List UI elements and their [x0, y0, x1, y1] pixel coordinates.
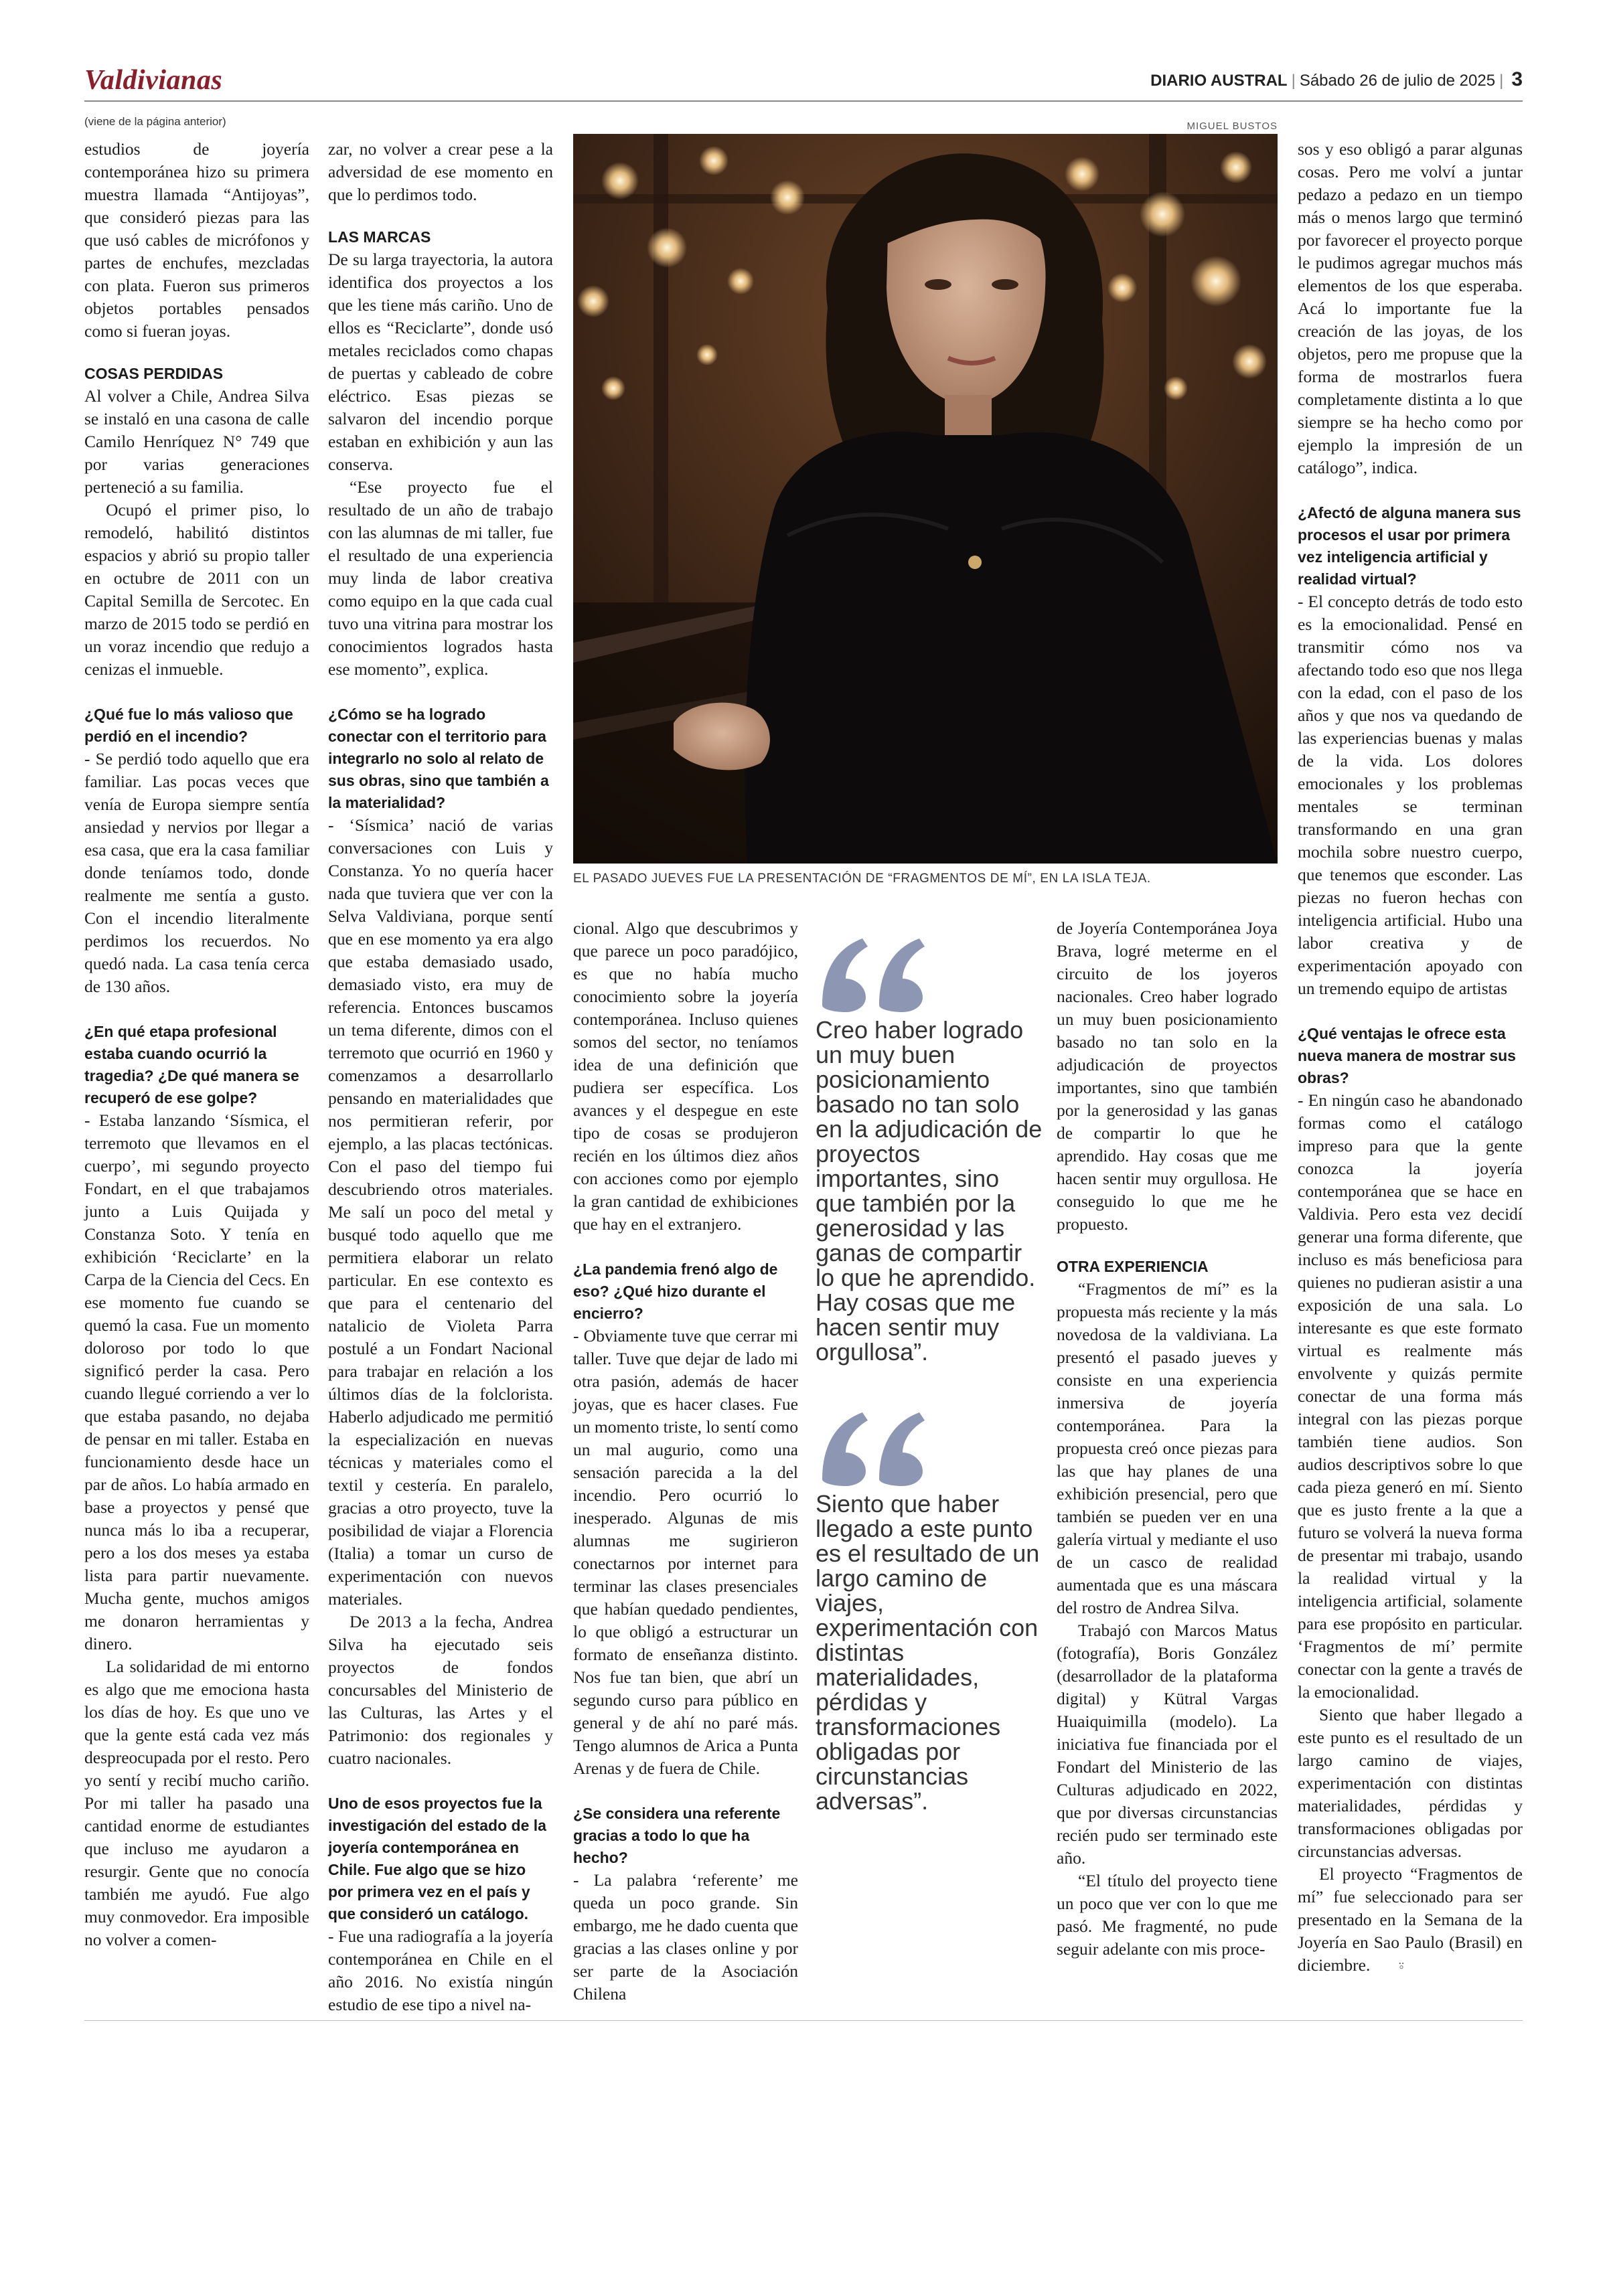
- paragraph: Trabajó con Marcos Matus (fotografía), Boris González (desarrollador de la plataforma digital) y Kütral Vargas Huaiquimilla (modelo). La iniciativa fue financiada por el Fondart del Ministerio de las Culturas adjudicado en 2022, que por diversas circunstancias recién pudo ser terminado este año.: [1057, 1621, 1278, 1868]
- interview-answer: - En ningún caso he abandonado formas como el catálogo impreso para que la gente conozca la joyería contemporánea que se hace en Valdivia. Pero esta vez decidí generar una forma diferente, que incluso es más beneficiosa para quienes no pudieran asistir a una exposición de una sala. Lo interesante es que este formato virtual es realmente más envolvente y quizás permite conectar de una forma más integral con las piezas porque también tiene audios. Son audios descriptivos sobre lo que cada pieza generó en mí. Siento que es justo frente a la que a futuro se volverá la nueva forma de presentar mi trabajo, usando la realidad virtual y la inteligencia artificial, solamente para ese propósito en particular. ‘Fragmentos de mí’ permite conectar con la gente a través de la emocionalidad.: [1298, 1090, 1523, 1702]
- article-column-2: [328, 138, 553, 2016]
- page-number: 3: [1511, 68, 1523, 90]
- interview-answer: - Se perdió todo aquello que era familiar. Las pocas veces que venía de Europa siempre sentía ansiedad y nervios por llegar a esa casa, que era la casa familiar donde teníamos todo, donde realmente me sentía a gusto. Con el incendio literalmente perdimos los recuerdos. No quedó nada. La casa tenía cerca de 130 años.: [84, 749, 309, 996]
- publication-name: DIARIO AUSTRAL: [1150, 72, 1288, 90]
- publication-date: Sábado 26 de julio de 2025: [1299, 72, 1496, 90]
- interview-question: ¿La pandemia frenó algo de eso? ¿Qué hizo durante el encierro?: [573, 1260, 778, 1322]
- paragraph: De 2013 a la fecha, Andrea Silva ha ejecutado seis proyectos de fondos concursables del Ministerio de las Culturas, las Artes y el Patrimonio: dos regionales y cuatro nacionales.: [328, 1612, 553, 1768]
- paragraph: sos y eso obligó a parar algunas cosas. Pero me volví a juntar pedazo a pedazo en un tiempo más o menos largo que terminó por favorecer el proyecto porque le pudimos agregar muchos más elementos de los que esperaba. Acá lo importante fue la creación de las joyas, de los objetos, pero me propuse que la forma de mostrarlos fuera completamente distinta a lo que siempre se ha hecho como por ejemplo la impresión de un catálogo”, indica.: [1298, 139, 1523, 477]
- article-column-3: [573, 917, 798, 2005]
- paragraph: de Joyería Contemporánea Joya Brava, logré meterme en el circuito de los joyeros nacionales. Creo haber logrado un muy buen posicionamiento basado no tan solo en la adjudicación de proyectos importantes, sino que también por la generosidad y las ganas de compartir lo que he aprendido. Hay cosas que me hacen sentir muy orgullosa. He conseguido lo que me he propuesto.: [1057, 918, 1278, 1234]
- photo-credit: MIGUEL BUSTOS: [1187, 120, 1278, 132]
- interview-question: ¿En qué etapa profesional estaba cuando ocurrió la tragedia? ¿De qué manera se recuperó de ese golpe?: [84, 1023, 299, 1106]
- interview-answer: - Obviamente tuve que cerrar mi taller. Tuve que dejar de lado mi otra pasión, además de hacer joyas, que es hacer clases. Fue un momento triste, lo sentí como un mal augurio, como una sensación parecida a la del incendio. Pero ocurrió lo inesperado. Algunas de mis alumnas me sugirieron conectarnos por internet para terminar las clases presenciales que habían quedado pendientes, lo que obligó a estructurar un formato de enseñanza distinto. Nos fue tan bien, que abrí un segundo curso para público en general y de ahí no paré más. Tengo alumnos de Arica a Punta Arenas y de fuera de Chile.: [573, 1326, 798, 1778]
- article-column-1: [84, 138, 309, 1951]
- interview-answer: - Estaba lanzando ‘Sísmica, el terremoto que llevamos en el cuerpo’, mi segundo proyecto Fondart, en el que trabajamos junto a Luis Quijada y Constanza Soto. Y tenía en exhibición ‘Reciclarte’ en la Carpa de la Ciencia del Cecs. En ese momento fue cuando se quemó la casa. Fue un momento doloroso por todo lo que significó perder la casa. Pero cuando llegué corriendo a ver lo que estaba pasando, no dejaba de pensar en mi taller. Estaba en funcionamiento desde hace un par de años. Lo había armado en base a proyectos y pensé que nunca más lo iba a recuperar, pero a los dos meses ya estaba lista para partir nuevamente. Mucha gente, muchos amigos me donaron herramientas y dinero.: [84, 1111, 309, 1653]
- interview-question: ¿Afectó de alguna manera sus procesos el usar por primera vez inteligencia artificial y realidad virtual?: [1298, 504, 1521, 588]
- page-folio: DIARIO AUSTRAL | Sábado 26 de julio de 2025 | 3: [1150, 68, 1523, 90]
- interview-question: ¿Qué ventajas le ofrece esta nueva manera de mostrar sus obras?: [1298, 1025, 1516, 1086]
- closing-paragraph-text: El proyecto “Fragmentos de mí” fue seleccionado para ser presentado en la Semana de la Joyería en Sao Paulo (Brasil) en diciembre.: [1298, 1864, 1523, 1975]
- quote-mark-icon: [816, 1406, 929, 1486]
- section-title: Valdivianas: [84, 65, 223, 96]
- pull-quote-1: Creo haber logrado un muy buen posicionamiento basado no tan solo en la adjudicación de proyectos importantes, sino que también por la generosidad y las ganas de compartir lo que he aprendido. Hay cosas que me hacen sentir muy orgullosa”.: [816, 1016, 1043, 1366]
- paragraph: “Ese proyecto fue el resultado de un año de trabajo con las alumnas de mi taller, fue el resultado de una experiencia muy linda de labor creativa como equipo en la que cada cual tuvo una vitrina para mostrar los conocimientos logrados hasta ese momento”, explica.: [328, 477, 553, 679]
- interview-answer: - La palabra ‘referente’ me queda un poco grande. Sin embargo, me he dado cuenta que gracias a las clases online y por ser parte de la Asociación Chilena: [573, 1870, 798, 2003]
- subheading-otra-experiencia: OTRA EXPERIENCIA: [1057, 1258, 1209, 1275]
- paragraph: cional. Algo que descubrimos y que parece un poco paradójico, es que no había mucho conocimiento sobre la joyería contemporánea. Incluso quienes somos del sector, no teníamos idea de una definición que pudiera ser específica. Los avances y el despegue en este tipo de cosas se produjeron recién en los últimos diez años con acciones como por ejemplo la gran cantidad de exhibiciones que hay en el extranjero.: [573, 918, 798, 1234]
- interview-answer: - ‘Sísmica’ nació de varias conversaciones con Luis y Constanza. Yo no quería hacer nada que tuviera que ver con la Selva Valdiviana, porque sentí que en ese momento ya era algo que estaba demasiado usado, demasiado visto, era muy de referencia. Entonces buscamos un tema diferente, dimos con el terremoto que ocurrió en 1960 y comenzamos a desarrollarlo pensando en materialidades que nos permitieran referir, por ejemplo, a las placas tectónicas. Con el paso del tiempo fui descubriendo otros materiales. Me salí un poco del metal y busqué todo aquello que me permitiera elaborar un relato particular. En ese contexto es que para el centenario del natalicio de Violeta Parra postulé a un Fondart Nacional para trabajar en relación a los últimos días de la folclorista. Haberlo adjudicado me permitió la especialización en nuevas técnicas y materiales como el textil y cestería. En paralelo, gracias a otro proyecto, tuve la posibilidad de viajar a Florencia (Italia) a tomar un curso de experimentación con nuevos materiales.: [328, 815, 553, 1609]
- paragraph: De su larga trayectoria, la autora identifica dos proyectos a los que les tiene más cariño. Uno de ellos es “Reciclarte”, donde usó metales reciclados como chapas de puertas y cableado de cobre eléctrico. Esas piezas se salvaron del incendio porque estaban en exhibición y aun las conserva.: [328, 250, 553, 474]
- paragraph: “Fragmentos de mí” es la propuesta más reciente y la más novedosa de la valdiviana. La presentó el pasado jueves y consiste en una experiencia inmersiva de joyería contemporánea. Para la propuesta creó once piezas para las que hay planes de una exhibición presencial, pero que también se pueden ver en una galería virtual y mediante el uso de un casco de realidad aumentada que es una máscara del rostro de Andrea Silva.: [1057, 1279, 1278, 1617]
- photo-caption: EL PASADO JUEVES FUE LA PRESENTACIÓN DE “FRAGMENTOS DE MÍ”, EN LA ISLA TEJA.: [573, 872, 1151, 886]
- paragraph: “El título del proyecto tiene un poco que ver con lo que me pasó. Me fragmenté, no pude seguir adelante con mis proce-: [1057, 1871, 1278, 1959]
- interview-question: ¿Se considera una referente gracias a todo lo que ha hecho?: [573, 1805, 781, 1866]
- footer-rule: [84, 2020, 1523, 2021]
- quote-mark-icon: [816, 932, 929, 1012]
- paragraph: La solidaridad de mi entorno es algo que me emociona hasta los días de hoy. Es que uno ve que la gente está cada vez más despreocupada por el resto. Pero yo sentí y recibí mucho cariño. Por mi taller ha pasado una cantidad enorme de estudiantes que incluso me ayudaron a resurgir. Gente que no conocía también me ayudó. Fue algo muy conmovedor. Era imposible no volver a comen-: [84, 1657, 309, 1949]
- interview-answer: - El concepto detrás de todo esto es la emocionalidad. Pensé en transmitir cómo nos va afectando todo eso que nos llega con la edad, con el paso de los años y que nos va quedando de las experiencias buenas y malas de la vida. Los dolores emocionales y los problemas mentales se terminan transformando en una gran mochila sobre nuestro cuerpo, que tenemos que esconder. Las piezas no fueron hechas con inteligencia artificial. Hubo una labor creativa y de experimentación apoyado con un tremendo equipo de artistas: [1298, 592, 1523, 998]
- article-column-5: [1298, 138, 1523, 1978]
- portrait-photo: [573, 134, 1278, 864]
- article-column-4: [1057, 917, 1278, 1961]
- continued-note: (viene de la página anterior): [84, 115, 226, 128]
- interview-question: Uno de esos proyectos fue la investigación del estado de la joyería contemporánea en Chile. Fue algo que se hizo por primera vez en el país y que consideró un catálogo.: [328, 1795, 546, 1922]
- subheading-las-marcas: LAS MARCAS: [328, 228, 431, 246]
- interview-answer: - Fue una radiografía a la joyería contemporánea en Chile en el año 2016. No existía ningún estudio de ese tipo a nivel na-: [328, 1926, 553, 2014]
- paragraph: Ocupó el primer piso, lo remodeló, habilitó distintos espacios y abrió su propio taller en octubre de 2011 con un Capital Semilla de Sercotec. En marzo de 2015 todo se perdió en un voraz incendio que redujo a cenizas el inmueble.: [84, 500, 309, 679]
- subheading-cosas-perdidas: COSAS PERDIDAS: [84, 365, 224, 382]
- pull-quote-2: Siento que haber llegado a este punto es el resultado de un largo camino de viajes, experimentación con distintas materialidades, pérdidas y transformaciones obligadas por circunstancias adversas”.: [816, 1490, 1040, 1815]
- paragraph: zar, no volver a crear pese a la adversidad de ese momento en que lo perdimos todo.: [328, 139, 553, 204]
- paragraph: Al volver a Chile, Andrea Silva se instaló en una casona de calle Camilo Henríquez N° 749 que por varias generaciones perteneció a su familia.: [84, 386, 309, 497]
- end-of-article-icon: ⍤: [1397, 1958, 1406, 1975]
- interview-question: ¿Cómo se ha logrado conectar con el territorio para integrarlo no solo al relato de sus obras, sino que también a la materialidad?: [328, 706, 549, 811]
- paragraph: [1298, 1863, 1523, 1978]
- paragraph: estudios de joyería contemporánea hizo su primera muestra llamada “Antijoyas”, que consideró piezas para las que usó cables de micrófonos y partes de enchufes, mezcladas con plata. Fueron sus primeros objetos portables pensados como si fueran joyas.: [84, 139, 309, 341]
- paragraph: Siento que haber llegado a este punto es el resultado de un largo camino de viajes, experimentación con distintas materialidades, pérdidas y transformaciones obligadas por circunstancias adversas.: [1298, 1705, 1523, 1861]
- header-rule: [84, 100, 1523, 102]
- interview-question: ¿Qué fue lo más valioso que perdió en el incendio?: [84, 706, 293, 745]
